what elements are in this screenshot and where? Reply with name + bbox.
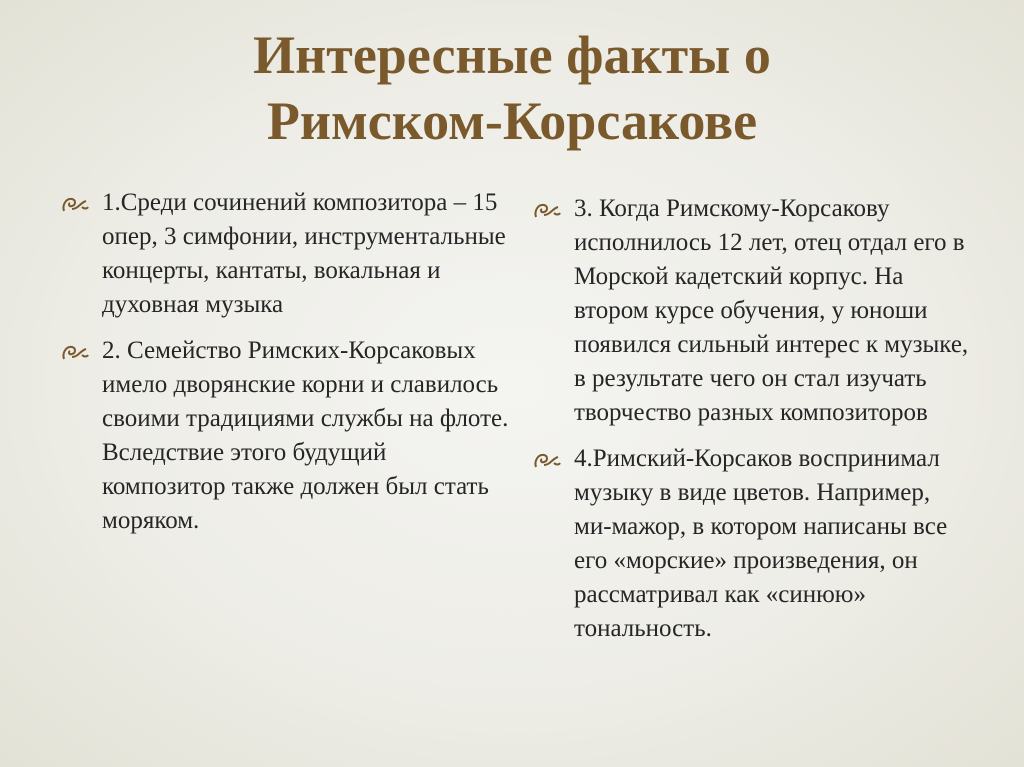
slide-title [0, 22, 1024, 154]
right-column [532, 192, 972, 658]
left-column [60, 186, 510, 550]
fleuron-bullet-icon [532, 199, 562, 221]
slide-title-line-2: Римском-Корсакове [266, 91, 758, 151]
fleuron-bullet-icon [60, 193, 90, 215]
fact-item-4 [532, 442, 972, 646]
fact-text-4: 4.Римский-Корсаков воспринимал музыку в виде цветов. Например, ми-мажор, в котором написаны все его «морские» произведения, он рассматривал как «синюю» тональность. [574, 445, 948, 642]
fact-text-1: 1.Среди сочинений композитора – 15 опер, 3 симфонии, инструментальные концерты, кантаты, вокальная и духовная музыка [102, 189, 506, 318]
slide-title-line-1: Интересные факты о [253, 25, 771, 85]
fact-item-2 [60, 334, 510, 538]
fleuron-bullet-icon [60, 341, 90, 363]
fact-text-3: 3. Когда Римскому-Корсакову исполнилось 12 лет, отец отдал его в Морской кадетский корпус. На втором курсе обучения, у юноши появился сильный интерес к музыке, в результате чего он стал изучать творчество разных композиторов [574, 195, 969, 426]
fleuron-bullet-icon [532, 449, 562, 471]
fact-item-3 [532, 192, 972, 430]
fact-text-2: 2. Семейство Римских-Корсаковых имело дворянские корни и славилось своими традициями службы на флоте. Вследствие этого будущий композитор также должен был стать моряком. [102, 337, 509, 534]
fact-item-1 [60, 186, 510, 322]
